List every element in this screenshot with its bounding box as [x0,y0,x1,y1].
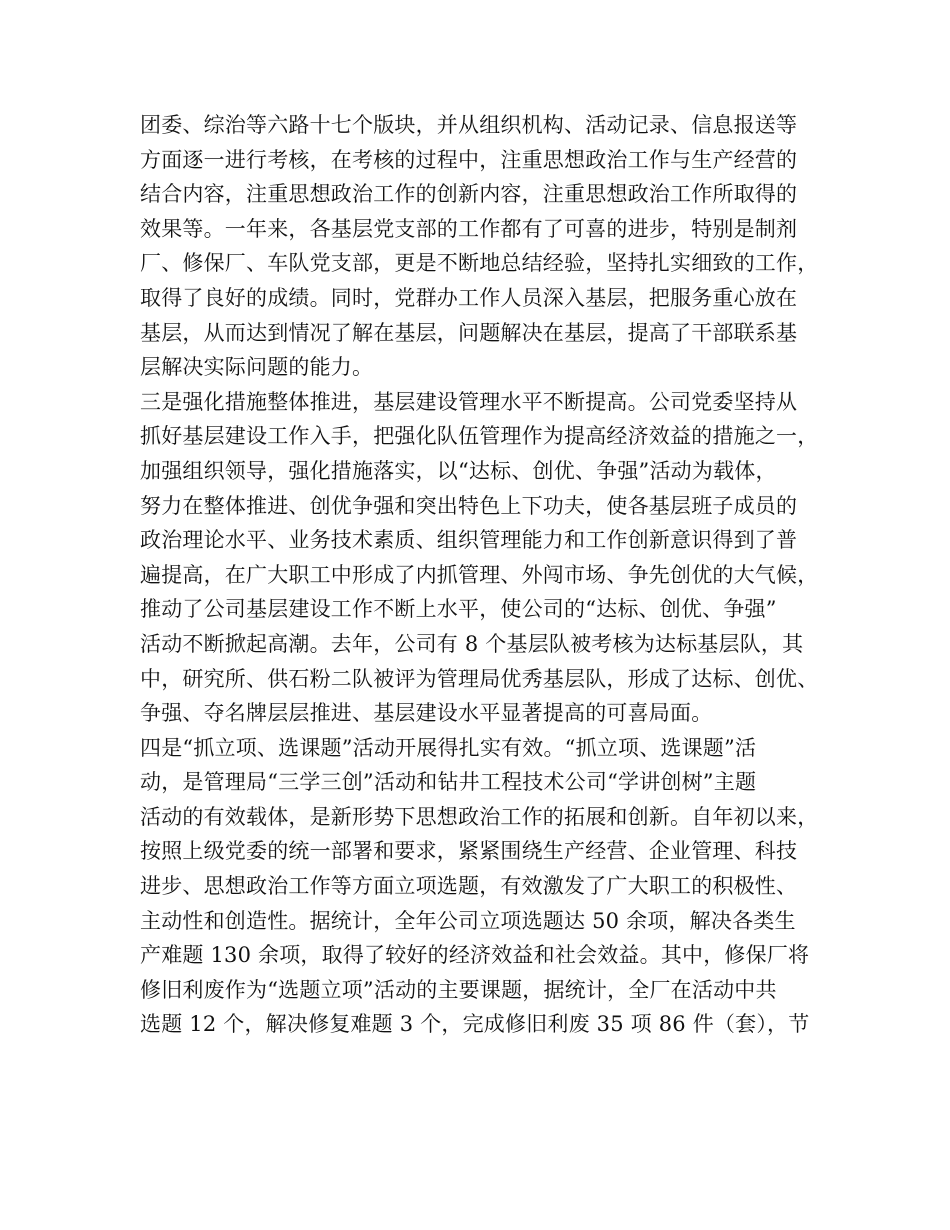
text-line: 争强、夺名牌层层推进、基层建设水平显著提高的可喜局面。 [140,701,713,726]
text-line: 结合内容，注重思想政治工作的创新内容，注重思想政治工作所取得的 [140,182,798,207]
text-line: 四是“抓立项、选课题”活动开展得扎实有效。“抓立项、选课题”活 [140,735,757,760]
text-line: 选题 12 个，解决修复难题 3 个，完成修旧利废 35 项 86 件（套），节 [140,1012,810,1037]
text-line: 努力在整体推进、创优争强和突出特色上下功夫，使各基层班子成员的 [140,493,798,518]
text-line: 抓好基层建设工作入手，把强化队伍管理作为提高经济效益的措施之一， [140,424,819,449]
text-line: 按照上级党委的统一部署和要求，紧紧围绕生产经营、企业管理、科技 [140,839,798,864]
text-line: 三是强化措施整体推进，基层建设管理水平不断提高。公司党委坚持从 [140,389,798,414]
text-line: 动，是管理局“三学三创”活动和钻井工程技术公司“学讲创树”主题 [140,770,757,795]
text-line: 团委、综治等六路十七个版块，并从组织机构、活动记录、信息报送等 [140,113,798,137]
text-line: 修旧利废作为“选题立项”活动的主要课题，据统计，全厂在活动中共 [140,977,777,1002]
text-line: 效果等。一年来，各基层党支部的工作都有了可喜的进步，特别是制剂 [140,216,798,241]
text-line: 基层，从而达到情况了解在基层，问题解决在基层，提高了干部联系基 [140,320,798,345]
text-line: 活动不断掀起高潮。去年，公司有 8 个基层队被考核为达标基层队，其 [140,631,804,656]
body-text [140,108,830,1042]
text-line: 遍提高，在广大职工中形成了内抓管理、外闯市场、争先创优的大气候， [140,562,819,587]
text-line: 推动了公司基层建设工作不断上水平，使公司的“达标、创优、争强” [140,597,777,622]
text-line: 主动性和创造性。据统计，全年公司立项选题达 50 余项，解决各类生 [140,908,796,933]
text-line: 中，研究所、供石粉二队被评为管理局优秀基层队，形成了达标、创优、 [140,666,819,691]
text-line: 层解决实际问题的能力。 [140,355,374,380]
text-line: 产难题 130 余项，取得了较好的经济效益和社会效益。其中，修保厂将 [140,943,810,968]
text-line: 活动的有效载体，是新形势下思想政治工作的拓展和创新。自年初以来， [140,804,819,829]
text-line: 政治理论水平、业务技术素质、组织管理能力和工作创新意识得到了普 [140,528,798,553]
text-line: 进步、思想政治工作等方面立项选题，有效激发了广大职工的积极性、 [140,874,798,899]
text-line: 取得了良好的成绩。同时，党群办工作人员深入基层，把服务重心放在 [140,285,798,310]
text-line: 加强组织领导，强化措施落实，以“达标、创优、争强”活动为载体， [140,458,777,483]
text-line: 方面逐一进行考核，在考核的过程中，注重思想政治工作与生产经营的 [140,147,798,172]
text-line: 厂、修保厂、车队党支部，更是不断地总结经验，坚持扎实细致的工作， [140,251,819,276]
